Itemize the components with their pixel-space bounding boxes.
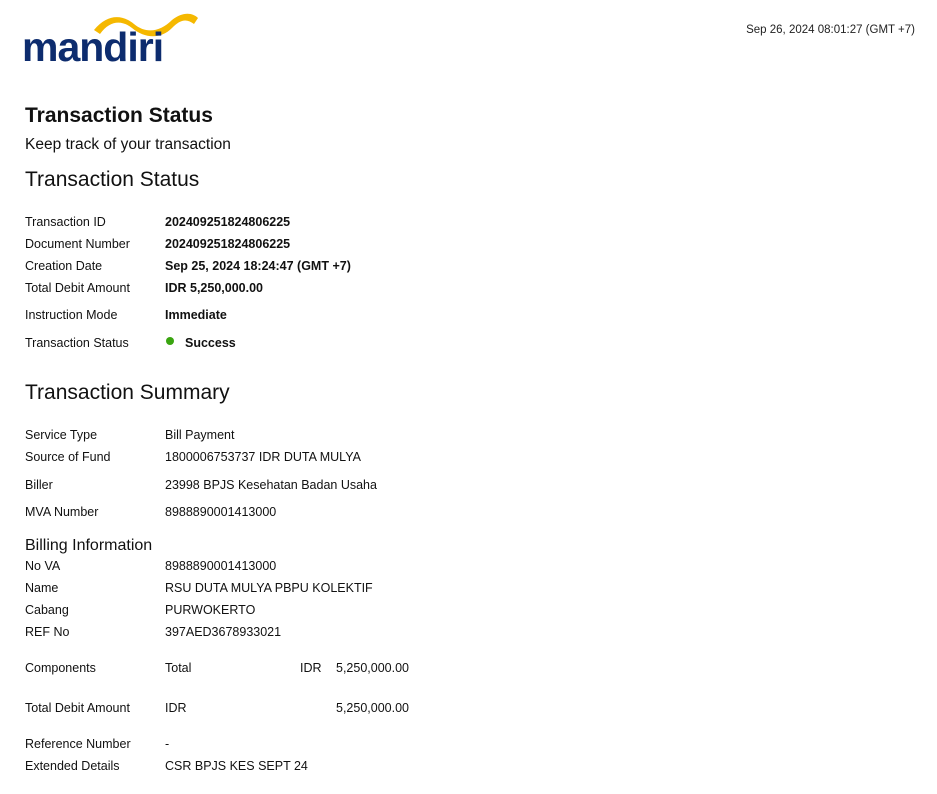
component-name: Total: [165, 661, 192, 675]
source-of-fund-value: 1800006753737 IDR DUTA MULYA: [165, 450, 361, 464]
component-amount: 5,250,000.00: [336, 661, 409, 675]
billing-total-debit-label: Total Debit Amount: [25, 701, 130, 715]
document-number-value: 202409251824806225: [165, 237, 291, 251]
cabang-label: Cabang: [25, 603, 69, 617]
billing-section-title: Billing Information: [25, 537, 153, 554]
creation-date-value: Sep 25, 2024 18:24:47 (GMT +7): [165, 259, 351, 273]
status-dot-icon: [166, 337, 174, 345]
instruction-mode-value: Immediate: [165, 308, 227, 322]
cabang-value: PURWOKERTO: [165, 603, 256, 617]
reference-number-label: Reference Number: [25, 737, 131, 751]
transaction-status-label: Transaction Status: [25, 336, 129, 350]
no-va-label: No VA: [25, 559, 61, 573]
total-debit-value: IDR 5,250,000.00: [165, 281, 263, 295]
service-type-label: Service Type: [25, 428, 98, 442]
biller-label: Biller: [25, 478, 53, 492]
mva-number-label: MVA Number: [25, 505, 99, 519]
source-of-fund-label: Source of Fund: [25, 450, 111, 464]
biller-value: 23998 BPJS Kesehatan Badan Usaha: [165, 478, 377, 492]
logo-wordmark: mandiri: [22, 24, 164, 70]
document-number-label: Document Number: [25, 237, 130, 251]
billing-total-debit-amount: 5,250,000.00: [336, 701, 409, 715]
name-label: Name: [25, 581, 59, 595]
printed-timestamp: Sep 26, 2024 08:01:27 (GMT +7): [746, 24, 915, 36]
total-debit-label: Total Debit Amount: [25, 281, 130, 295]
mandiri-logo: [22, 8, 202, 68]
instruction-mode-label: Instruction Mode: [25, 308, 118, 322]
creation-date-label: Creation Date: [25, 259, 103, 273]
name-value: RSU DUTA MULYA PBPU KOLEKTIF: [165, 581, 373, 595]
status-badge: Success: [185, 336, 236, 350]
extended-details-value: CSR BPJS KES SEPT 24: [165, 759, 308, 773]
page-subtitle: Keep track of your transaction: [25, 136, 231, 153]
reference-number-value: -: [165, 737, 170, 751]
component-currency: IDR: [300, 661, 322, 675]
service-type-value: Bill Payment: [165, 428, 235, 442]
mva-number-value: 8988890001413000: [165, 505, 277, 519]
extended-details-label: Extended Details: [25, 759, 120, 773]
status-section-title: Transaction Status: [25, 168, 200, 191]
transaction-id-value: 202409251824806225: [165, 215, 291, 229]
summary-section-title: Transaction Summary: [25, 381, 230, 404]
transaction-id-label: Transaction ID: [25, 215, 106, 229]
no-va-value: 8988890001413000: [165, 559, 277, 573]
ref-no-label: REF No: [25, 625, 70, 639]
components-label: Components: [25, 661, 96, 675]
billing-total-debit-currency: IDR: [165, 701, 187, 715]
ref-no-value: 397AED3678933021: [165, 625, 282, 639]
page-title: Transaction Status: [25, 104, 213, 127]
